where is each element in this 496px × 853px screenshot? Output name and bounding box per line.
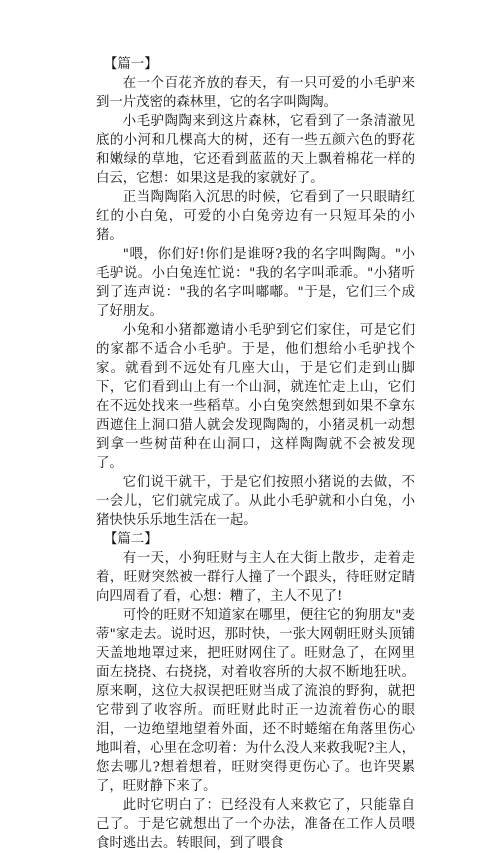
section-1-paragraph: 它们说干就干，于是它们按照小猪说的去做，不一会儿，它们就完成了。从此小毛驴就和小白兔，小猪快快乐乐地生活在一起。	[96, 475, 415, 528]
article-body	[96, 55, 415, 853]
section-2-title: 【篇二】	[104, 532, 158, 547]
section-1-paragraph: 小兔和小猪都邀请小毛驴到它们家住，可是它们的家都不适合小毛驴。于是，他们想给小毛驴找个家。就看到不远处有几座大山，于是它们走到山脚下，它们看到山上有一个山洞，就连忙走上山，它们在不远处找来一些稻草。小白兔突然想到如果不拿东西遮住上洞口猎人就会发现陶陶的，小猪灵机一动想到拿一些树苗种在山洞口，这样陶陶就不会被发现了。	[96, 323, 415, 471]
section-1-paragraph: 正当陶陶陷入沉思的时候，它看到了一只眼睛红红的小白兔，可爱的小白兔旁边有一只短耳朵的小猪。	[96, 190, 415, 243]
section-2-paragraph: 有一天，小狗旺财与主人在大街上散步，走着走着，旺财突然被一群行人撞了一个跟头，待旺财定睛向四周看了看，心想：糟了，主人不见了!	[96, 551, 415, 604]
section-2-paragraph: 此时它明白了：已经没有人来救它了，只能靠自己了。于是它就想出了一个办法，准备在工作人员喂食时逃出去。转眼间，到了喂食	[96, 798, 415, 851]
section-1-paragraph: "喂，你们好!你们是谁呀?我的名字叫陶陶。"小毛驴说。小白兔连忙说："我的名字叫乖乖。"小猪听到了连声说："我的名字叫嘟嘟。"于是，它们三个成了好朋友。	[96, 247, 415, 319]
section-1-paragraph: 小毛驴陶陶来到这片森林，它看到了一条清澈见底的小河和几棵高大的树，还有一些五颜六色的野花和嫩绿的草地，它还看到蓝蓝的天上飘着棉花一样的白云，它想：如果这是我的家就好了。	[96, 114, 415, 186]
section-1-title: 【篇一】	[104, 57, 158, 72]
section-1-paragraph: 在一个百花齐放的春天，有一只可爱的小毛驴来到一片茂密的森林里，它的名字叫陶陶。	[96, 76, 415, 110]
section-2-paragraph: 可怜的旺财不知道家在哪里，便往它的狗朋友"麦蒂"家走去。说时迟，那时快，一张大网朝旺财头顶铺天盖地地罩过来，把旺财网住了。旺财急了，在网里面左挠挠、右挠挠，对着收容所的大叔不断地狂吠。原来啊，这位大叔误把旺财当成了流浪的野狗，就把它带到了收容所。而旺财此时正一边流着伤心的眼泪，一边绝望地望着外面，还不时蜷缩在角落里伤心地叫着，心里在念叨着：为什么没人来救我呢?主人，您去哪儿?想着想着，旺财突得更伤心了。也许哭累了，旺财静下来了。	[96, 608, 415, 794]
